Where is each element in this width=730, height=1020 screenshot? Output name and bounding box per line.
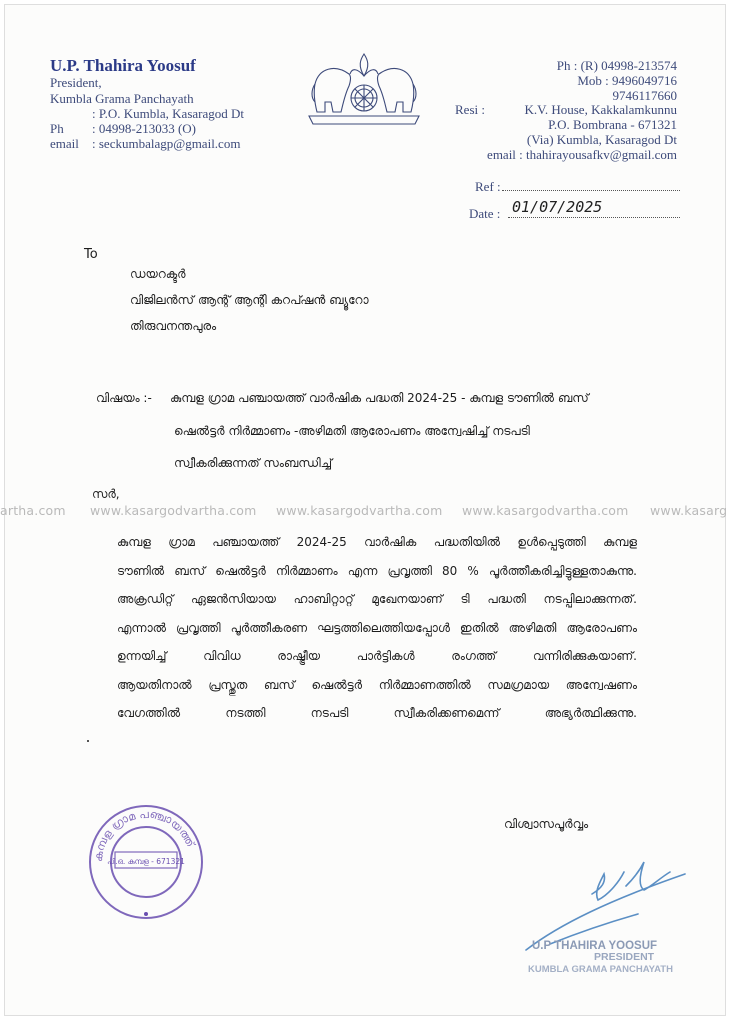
mobile-2: 9746117660 <box>612 88 677 103</box>
ref-dotted-line <box>502 177 680 191</box>
seal-center-text: പി.ഒ. കുമ്പള - 671321 <box>107 857 185 866</box>
letterhead-designation: President, <box>50 75 102 90</box>
letterhead-name: U.P. Thahira Yoosuf <box>50 56 196 75</box>
letterhead-office: Kumbla Grama Panchayath <box>50 91 194 106</box>
mobile-1: Mob : 9496049716 <box>577 73 677 88</box>
signature-stamp-name: U.P THAHIRA YOOSUF <box>532 940 658 952</box>
body-line-5: ഉന്നയിച്ച് വിവിധ രാഷ്ട്രീയ പാർട്ടികൾ രംഗത്ത് വന്നിരിക്കുകയാണ്. <box>117 649 637 663</box>
salutation: സർ, <box>92 487 120 501</box>
letterhead-ph-value: : 04998-213033 (O) <box>92 121 196 136</box>
residence-line-1: K.V. House, Kakkalamkunnu <box>524 102 677 117</box>
letter-body <box>117 528 637 728</box>
addressee-line-1: ഡയറക്ടർ <box>130 267 186 281</box>
letterhead-ph-label: Ph <box>50 121 64 136</box>
signature-icon <box>520 852 710 992</box>
residence-email: email : thahirayousafkv@gmail.com <box>487 147 677 162</box>
stray-dot <box>87 740 89 742</box>
watermark-text-2: www.kasargodvartha.com <box>276 503 443 518</box>
subject-line-3: സ്വീകരിക്കുന്നത് സംബന്ധിച്ച് <box>174 456 333 470</box>
date-label: Date : <box>469 206 501 221</box>
signature-stamp-office: KUMBLA GRAMA PANCHAYATH <box>528 964 673 975</box>
residence-line-3: (Via) Kumbla, Kasaragod Dt <box>526 132 677 147</box>
addressee-line-3: തിരുവനന്തപുരം <box>130 319 217 333</box>
subject-line-1: കുമ്പള ഗ്രാമ പഞ്ചായത്ത് വാർഷിക പദ്ധതി 2024-25 - കുമ്പള ടൗണിൽ ബസ് <box>170 391 589 405</box>
subject-line-2: ഷെൽട്ടർ നിർമ്മാണം -അഴിമതി ആരോപണം അന്വേഷിച്ച് നടപടി <box>174 424 530 438</box>
body-line-1: കുമ്പള ഗ്രാമ പഞ്ചായത്ത് 2024-25 വാർഷിക പദ്ധതിയിൽ ഉൾപ്പെടുത്തി കുമ്പള <box>117 535 637 549</box>
letterhead-email-value: : seckumbalagp@gmail.com <box>92 136 241 151</box>
watermark-fragment-right: www.kasarg <box>650 503 728 518</box>
letterhead-email-label: email <box>50 136 79 151</box>
body-line-6: ആയതിനാൽ പ്രസ്തുത ബസ് ഷെൽട്ടർ നിർമ്മാണത്തിൽ സമഗ്രമായ അന്വേഷണം <box>117 677 637 692</box>
closing-text: വിശ്വാസപൂർവ്വം <box>504 817 589 831</box>
letterhead-po: : P.O. Kumbla, Kasaragod Dt <box>92 106 245 121</box>
to-label: To <box>84 247 98 262</box>
watermark-fragment-left: artha.com <box>0 503 66 518</box>
watermark-text-3: www.kasargodvartha.com <box>462 503 629 518</box>
residence-label: Resi : <box>455 102 485 117</box>
svg-text:കുമ്പള ഗ്രാമ പഞ്ചായത്ത് <box>92 807 198 862</box>
residence-phone: Ph : (R) 04998-213574 <box>556 58 677 73</box>
body-line-3: അക്രഡിറ്റ് ഏജൻസിയായ ഹാബിറ്റാറ്റ് മുഖേനയാണ് ടി പദ്ധതി നടപ്പിലാക്കുന്നത്. <box>117 592 637 606</box>
addressee-line-2: വിജിലൻസ് ആന്റ് ആന്റി കറപ്ഷൻ ബ്യൂറോ <box>130 293 369 307</box>
watermark-text-1: www.kasargodvartha.com <box>90 503 257 518</box>
signature-stamp-title: PRESIDENT <box>594 951 655 963</box>
panchayath-seal-icon <box>82 803 210 921</box>
kerala-emblem-icon <box>305 46 423 132</box>
date-value: 01/07/2025 <box>512 198 603 216</box>
body-line-7: വേഗത്തിൽ നടത്തി നടപടി സ്വീകരിക്കണമെന്ന് അഭ്യർത്ഥിക്കുന്നു. <box>117 706 637 720</box>
residence-line-2: P.O. Bombrana - 671321 <box>548 117 677 132</box>
subject-label: വിഷയം :- <box>96 391 152 405</box>
ref-label: Ref : <box>475 179 501 194</box>
seal-ring-text: കുമ്പള ഗ്രാമ പഞ്ചായത്ത് <box>91 807 198 863</box>
body-line-4: എന്നാൽ പ്രവൃത്തി പൂർത്തീകരണ ഘട്ടത്തിലെത്തിയപ്പോൾ ഇതിൽ അഴിമതി ആരോപണം <box>117 620 637 635</box>
body-line-2: ടൗണിൽ ബസ് ഷെൽട്ടർ നിർമ്മാണം എന്ന പ്രവൃത്തി 80 % പൂർത്തീകരിച്ചിട്ടുള്ളതാകുന്നു. <box>117 563 637 578</box>
